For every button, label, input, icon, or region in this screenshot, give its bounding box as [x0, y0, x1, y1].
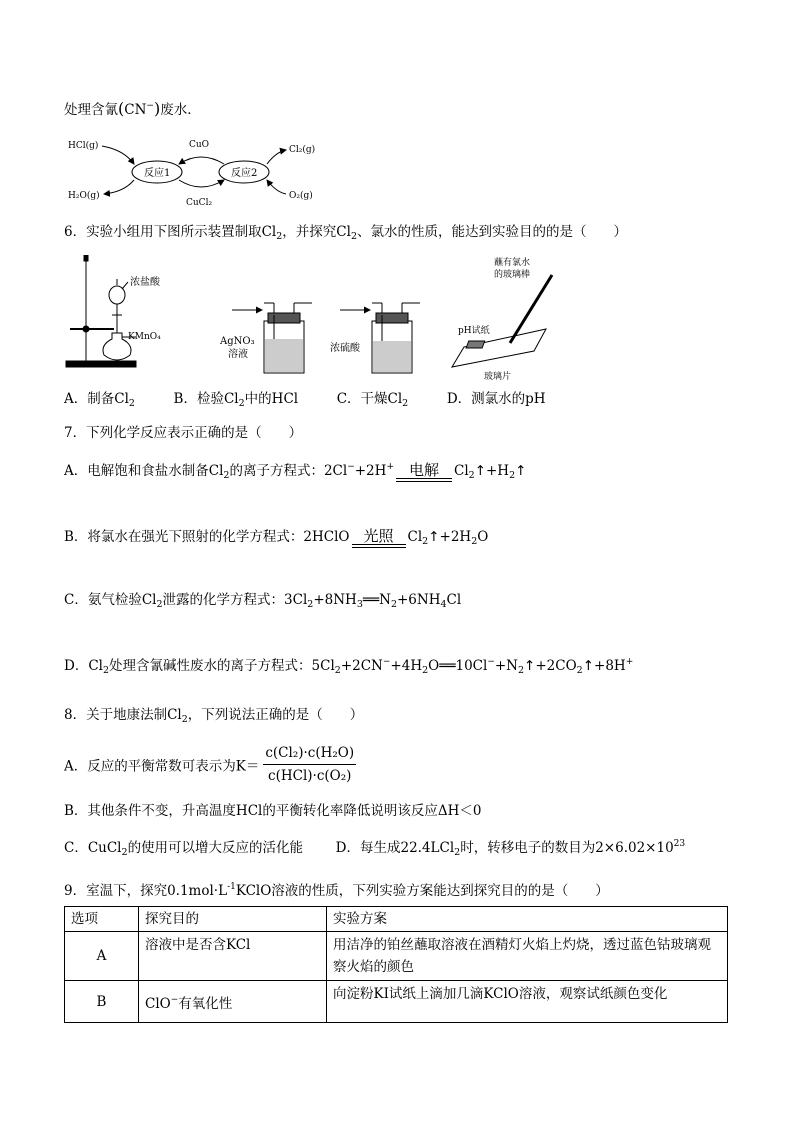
table-header-goal: 探究目的 [139, 907, 327, 932]
arrow-o2-in [267, 180, 286, 194]
q7-b-condition [352, 528, 406, 548]
q7-b-tail: +2H [439, 529, 472, 545]
arrow-cuo [179, 157, 224, 164]
row-b-goal [139, 981, 327, 1023]
q7-a-mid: 的离子方程式：2Cl [229, 463, 348, 479]
cn-text: CN [124, 102, 147, 118]
sub: 2 [128, 398, 135, 409]
q7-option-d [64, 652, 633, 681]
row-a-plan: 用洁净的铂丝蘸取溶液在酒精灯火焰上灼烧，透过蓝色钴玻璃观察火焰的颜色 [327, 932, 728, 981]
fraction-denominator: c(HCl)·c(O₂) [268, 768, 352, 784]
cycle-left-bottom: H₂O(g) [68, 191, 100, 201]
sup: + [386, 462, 394, 472]
sub: 2 [422, 665, 429, 676]
q7-b-prod: Cl [407, 529, 423, 545]
table-row [65, 981, 728, 1023]
table-row [65, 932, 728, 981]
q7-a-pre: A．电解饱和食盐水制备Cl [64, 463, 224, 479]
row-b-plan: 向淀粉KI试纸上滴加几滴KClO溶液，观察试纸颜色变化 [327, 981, 728, 1023]
label-rod-line1: 蘸有氯水 [494, 258, 531, 268]
sub: 2 [390, 599, 397, 610]
q7-stem: 7．下列化学反应表示正确的是（ ） [64, 425, 303, 441]
q6-stem [64, 222, 627, 247]
q7-c-mid: 泄露的化学方程式：3Cl [162, 592, 308, 608]
q7-d-eq4: +N [494, 658, 518, 674]
q7-d-eq3: O══10Cl [428, 658, 488, 674]
cycle-bottom-label: CuCl₂ [186, 198, 213, 208]
label-agno3: AgNO₃ [220, 336, 255, 347]
sub: 2 [276, 231, 283, 242]
q7-b-pre: B．将氯水在强光下照射的化学方程式：2HClO [64, 529, 350, 545]
label-conc-h2so4: 浓硫酸 [330, 343, 360, 354]
sub: 2 [402, 398, 409, 409]
fraction-numerator: c(Cl₂)·c(H₂O) [263, 744, 356, 765]
sub: 2 [471, 536, 478, 547]
arrow-h2o-out [104, 180, 134, 194]
q7-d-mid: 处理含氰碱性废水的离子方程式：5Cl [109, 658, 335, 674]
q7-c-end: Cl [446, 592, 462, 608]
q7-a-tail: +H [486, 463, 510, 479]
row-a-option: A [65, 932, 139, 981]
q6-option-a [64, 391, 135, 407]
sub: 2 [468, 470, 475, 481]
table-header-option: 选项 [65, 907, 139, 932]
q8-stem [64, 705, 363, 730]
sub: 2 [102, 665, 110, 676]
apparatus-a [66, 255, 136, 367]
up-arrow: ↑ [524, 658, 536, 674]
q7-d-eq5: +2CO [535, 658, 577, 674]
q6-option-c-text: C．干燥Cl [336, 391, 403, 407]
table-header-row [65, 907, 728, 932]
row-b-goal-tail: 有氧化性 [178, 995, 233, 1012]
cond-text: 电解 [408, 460, 439, 479]
cn-sup: − [146, 101, 154, 111]
q7-c-eq3: +6NH [397, 592, 441, 608]
label-rod-line2: 的玻璃棒 [494, 270, 531, 280]
apparatus-c [340, 303, 420, 373]
q8-c-post: 的使用可以增大反应的活化能 [127, 840, 304, 856]
q8-d-pre: D．每生成22.4LCl [335, 840, 455, 856]
label-ph-paper: pH试纸 [458, 326, 490, 336]
sup: − [487, 657, 495, 667]
q7-a-condition [396, 462, 452, 482]
q6-apparatus-figure [64, 255, 584, 380]
sub: 2 [121, 847, 128, 858]
cycle-right-bottom: O₂(g) [289, 191, 313, 201]
label-solution: 溶液 [228, 349, 248, 360]
q8-a-pre: A．反应的平衡常数可表示为K＝ [64, 758, 260, 775]
q8-stem-pre: 8．关于地康法制Cl [64, 707, 182, 723]
intro-tail: 废水． [160, 102, 201, 118]
cycle-left-top: HCl(g) [68, 141, 99, 151]
q7-option-b [64, 527, 488, 552]
table-header-plan: 实验方案 [327, 907, 728, 932]
q7-c-pre: C．氨气检验Cl [64, 592, 157, 608]
cond-text: 光照 [363, 526, 394, 545]
q6-stem-text: 6．实验小组用下图所示装置制取Cl [64, 224, 277, 240]
sub: 2 [307, 599, 314, 610]
q9-table [64, 906, 728, 1023]
cycle-node2: 反应2 [231, 168, 258, 179]
row-a-goal: 溶液中是否含KCl [139, 932, 327, 981]
sub: 3 [356, 599, 363, 610]
sup: -1 [227, 882, 236, 892]
q6-options [64, 389, 546, 414]
up-arrow: ↑ [428, 529, 440, 545]
sub: 2 [576, 665, 583, 676]
sub: 2 [223, 470, 230, 481]
arrow-cl2-out [267, 150, 286, 164]
q7-option-a [64, 457, 526, 486]
row-b-option: B [65, 981, 139, 1023]
intro-text: 处理含氰 [64, 102, 118, 118]
sup: − [382, 657, 391, 667]
intro-line: 处理含氰(CN−)废水． [64, 99, 201, 118]
q6-option-b-post: 中的HCl [244, 391, 299, 407]
sup: − [170, 994, 179, 1005]
cycle-node1: 反应1 [144, 168, 171, 179]
q7-b-end: O [477, 529, 489, 545]
sub: 2 [334, 665, 341, 676]
q6-stem-end: 、氯水的性质，能达到实验目的的是（ ） [357, 224, 627, 240]
label-conc-hcl: 浓盐酸 [130, 277, 160, 288]
q7-a-prod: Cl [453, 463, 469, 479]
cycle-top-label: CuO [189, 140, 210, 150]
q8-c-pre: C．CuCl [64, 840, 122, 856]
label-glass-piece: 玻璃片 [484, 372, 512, 380]
sub: 2 [156, 599, 163, 610]
sub: 2 [181, 714, 188, 725]
q6-option-c [337, 391, 409, 407]
sub: 2 [509, 470, 516, 481]
sub: 4 [440, 599, 447, 610]
q7-d-eq6: +8H [594, 658, 626, 674]
reaction-cycle-diagram [64, 132, 334, 208]
q8-stem-post: ，下列说法正确的是（ ） [187, 707, 364, 723]
q8-d-post: 时，转移电子的数目为2×6.02×10 [460, 840, 674, 856]
q9-stem-pre: 9．室温下，探究0.1mol·L [64, 883, 228, 899]
up-arrow: ↑ [474, 463, 486, 479]
q7-c-eq: +8NH [313, 592, 357, 608]
q9-stem-post: KClO溶液的性质，下列实验方案能达到探究目的的是（ ） [235, 883, 609, 899]
cycle-right-top: Cl₂(g) [289, 145, 316, 155]
sub: 2 [517, 665, 525, 676]
sub: 2 [350, 231, 357, 242]
sub: 2 [454, 847, 461, 858]
q7-a-eq1: +2H [354, 463, 387, 479]
label-kmno4: KMnO₄ [128, 332, 161, 342]
q9-stem [64, 877, 609, 901]
q8-option-c [64, 840, 303, 856]
sup: + [625, 657, 634, 667]
q8-options-cd [64, 834, 685, 863]
arrow-cucl2 [179, 180, 224, 187]
q7-d-eq2: +4H [390, 658, 423, 674]
row-b-goal-text: ClO [145, 995, 171, 1012]
q7-option-c [64, 590, 461, 615]
up-arrow: ↑ [515, 463, 527, 479]
q8-option-b: B．其他条件不变，升高温度HCl的平衡转化率降低说明该反应ΔH＜0 [64, 803, 482, 819]
sup: 23 [673, 839, 686, 849]
sub: 2 [238, 398, 245, 409]
q8-option-d [336, 840, 685, 856]
arrow-hcl-in [102, 146, 134, 164]
sub: 2 [422, 536, 429, 547]
apparatus-d [452, 275, 552, 367]
up-arrow: ↑ [582, 658, 595, 674]
q7-d-eq1: +2CN [340, 658, 383, 674]
sup: − [347, 462, 355, 472]
q6-option-a-text: A．制备Cl [64, 391, 129, 407]
q6-option-d: D．测氯水的pH [446, 391, 546, 407]
q7-c-eq2: ══N [362, 592, 391, 608]
q6-option-b-text: B．检验Cl [173, 391, 239, 407]
q6-stem-mid: ，并探究Cl [282, 224, 351, 240]
q8-option-a [64, 744, 356, 785]
equilibrium-fraction [263, 744, 356, 785]
q6-option-b [174, 391, 299, 407]
q7-d-pre: D．Cl [64, 658, 103, 674]
